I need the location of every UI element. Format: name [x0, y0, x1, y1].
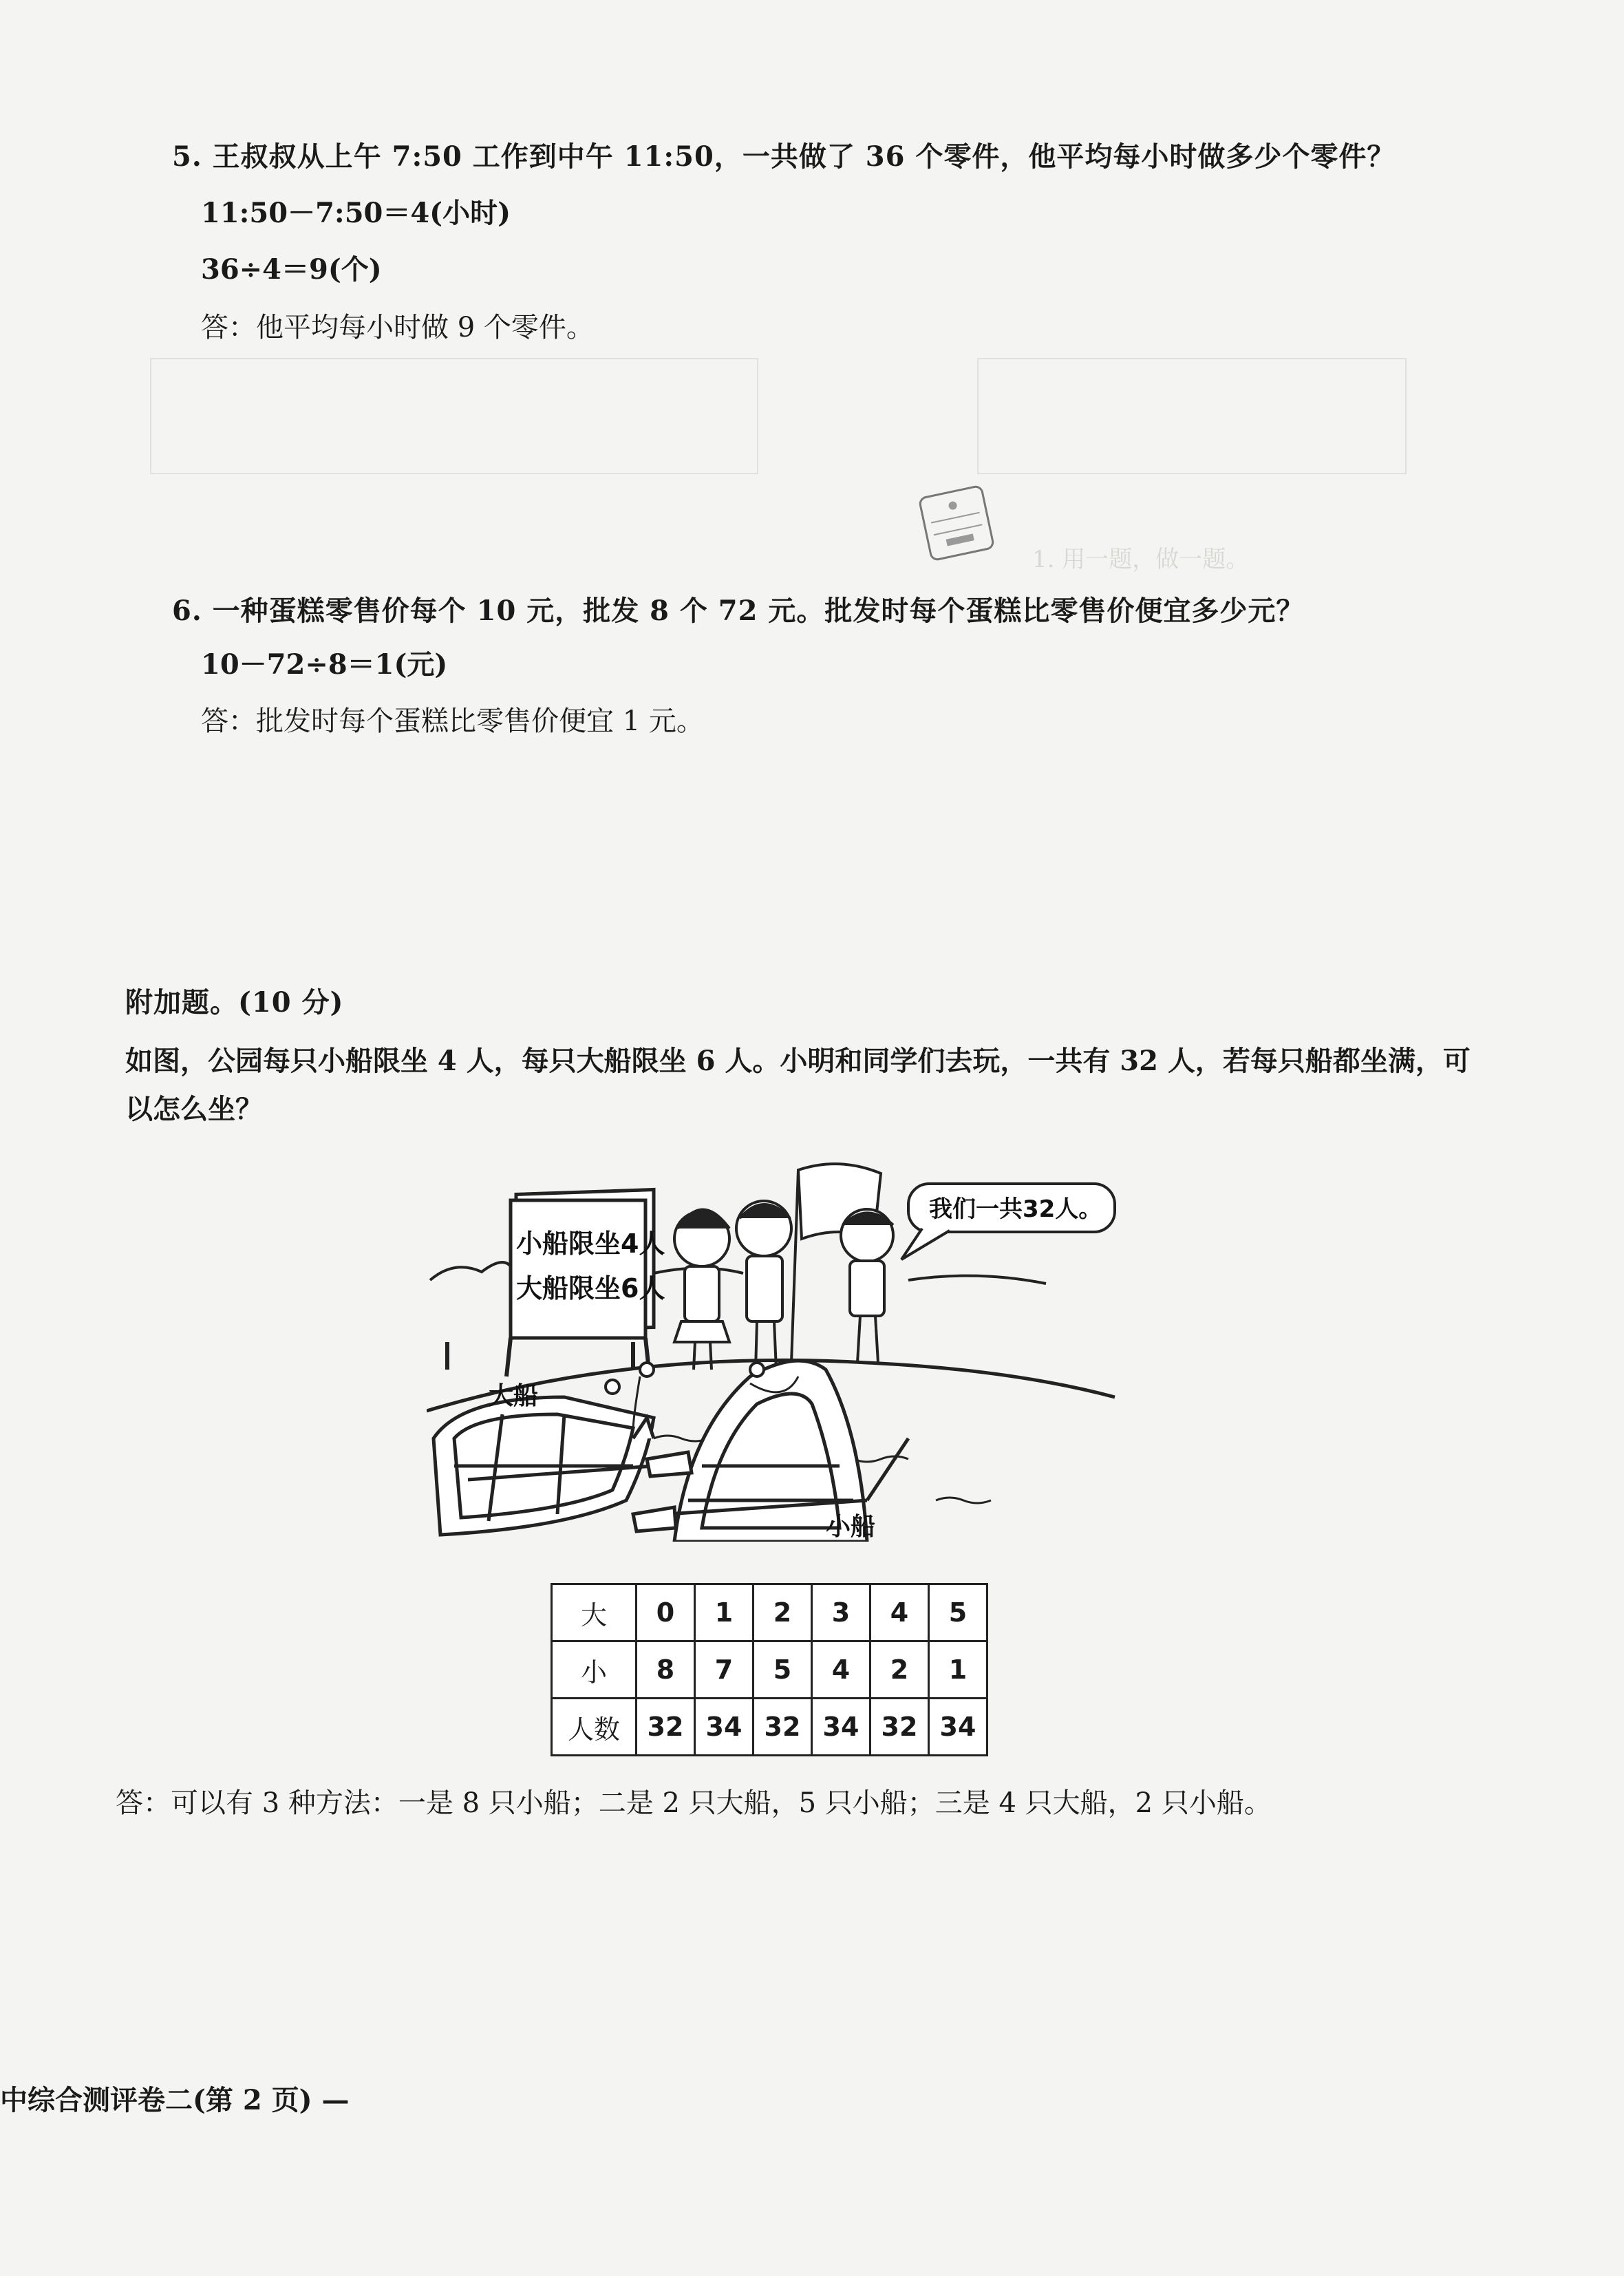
table-cell: 4: [812, 1641, 870, 1699]
label-small-boat: 小船: [826, 1513, 876, 1541]
label-big-boat: 大船: [489, 1382, 539, 1410]
bonus-text-line1: 如图，公园每只小船限坐 4 人，每只大船限坐 6 人。小明和同学们去玩，一共有 32 人，若每只船都坐满，可: [125, 1045, 1471, 1077]
table-cell: 5: [754, 1641, 812, 1699]
table-cell: 8: [637, 1641, 695, 1699]
bleed-through-box: [150, 358, 758, 474]
page-footer: 中综合测评卷二(第 2 页) —: [0, 2084, 350, 2116]
children-figures: [674, 1164, 893, 1370]
table-cell: 4: [870, 1584, 929, 1641]
table-cell: 7: [695, 1641, 754, 1699]
seating-table: [551, 1583, 988, 1756]
table-cell: 3: [812, 1584, 870, 1641]
q5-step2: 36÷4＝9(个): [201, 253, 382, 286]
sign-line2: 大船限坐6人: [516, 1273, 665, 1304]
table-cell: 0: [637, 1584, 695, 1641]
table-cell: 32: [754, 1699, 812, 1756]
table-cell: 34: [812, 1699, 870, 1756]
table-cell: 2: [754, 1584, 812, 1641]
table-cell: 34: [929, 1699, 987, 1756]
table-cell: 2: [870, 1641, 929, 1699]
sign-line1: 小船限坐4人: [516, 1229, 665, 1259]
q6-step1: 10－72÷8＝1(元): [201, 648, 448, 681]
boat-illustration: [427, 1142, 1129, 1542]
big-boat: [434, 1397, 654, 1535]
q5-answer: 答：他平均每小时做 9 个零件。: [201, 312, 594, 343]
table-cell: 1: [695, 1584, 754, 1641]
bleed-through-text: 1. 用一题，做一题。: [1032, 546, 1250, 573]
table-row-total: [552, 1699, 987, 1756]
stamp-icon: [915, 482, 998, 564]
table-cell: 1: [929, 1641, 987, 1699]
table-cell: 5: [929, 1584, 987, 1641]
bonus-title: 附加题。(10 分): [125, 986, 344, 1019]
row-head-small: 小: [552, 1641, 637, 1699]
q6-answer: 答：批发时每个蛋糕比零售价便宜 1 元。: [201, 705, 704, 737]
q5-question: 5. 王叔叔从上午 7:50 工作到中午 11:50，一共做了 36 个零件，他平均每小时做多少个零件？: [172, 140, 1396, 173]
table-cell: 32: [870, 1699, 929, 1756]
row-head-total: 人数: [552, 1699, 637, 1756]
bonus-answer: 答：可以有 3 种方法：一是 8 只小船；二是 2 只大船，5 只小船；三是 4 只大船，2 只小船。: [116, 1787, 1272, 1819]
q6-question: 6. 一种蛋糕零售价每个 10 元，批发 8 个 72 元。批发时每个蛋糕比零售价便宜多少元？: [172, 595, 1305, 627]
bleed-through-box: [977, 358, 1407, 474]
table-cell: 34: [695, 1699, 754, 1756]
q5-step1: 11:50－7:50＝4(小时): [201, 197, 511, 229]
row-head-big: 大: [552, 1584, 637, 1641]
speech-text: 我们一共32人。: [929, 1195, 1102, 1223]
table-cell: 32: [637, 1699, 695, 1756]
bonus-text-line2: 以怎么坐？: [125, 1093, 263, 1125]
table-row-big: [552, 1584, 987, 1641]
table-row-small: [552, 1641, 987, 1699]
